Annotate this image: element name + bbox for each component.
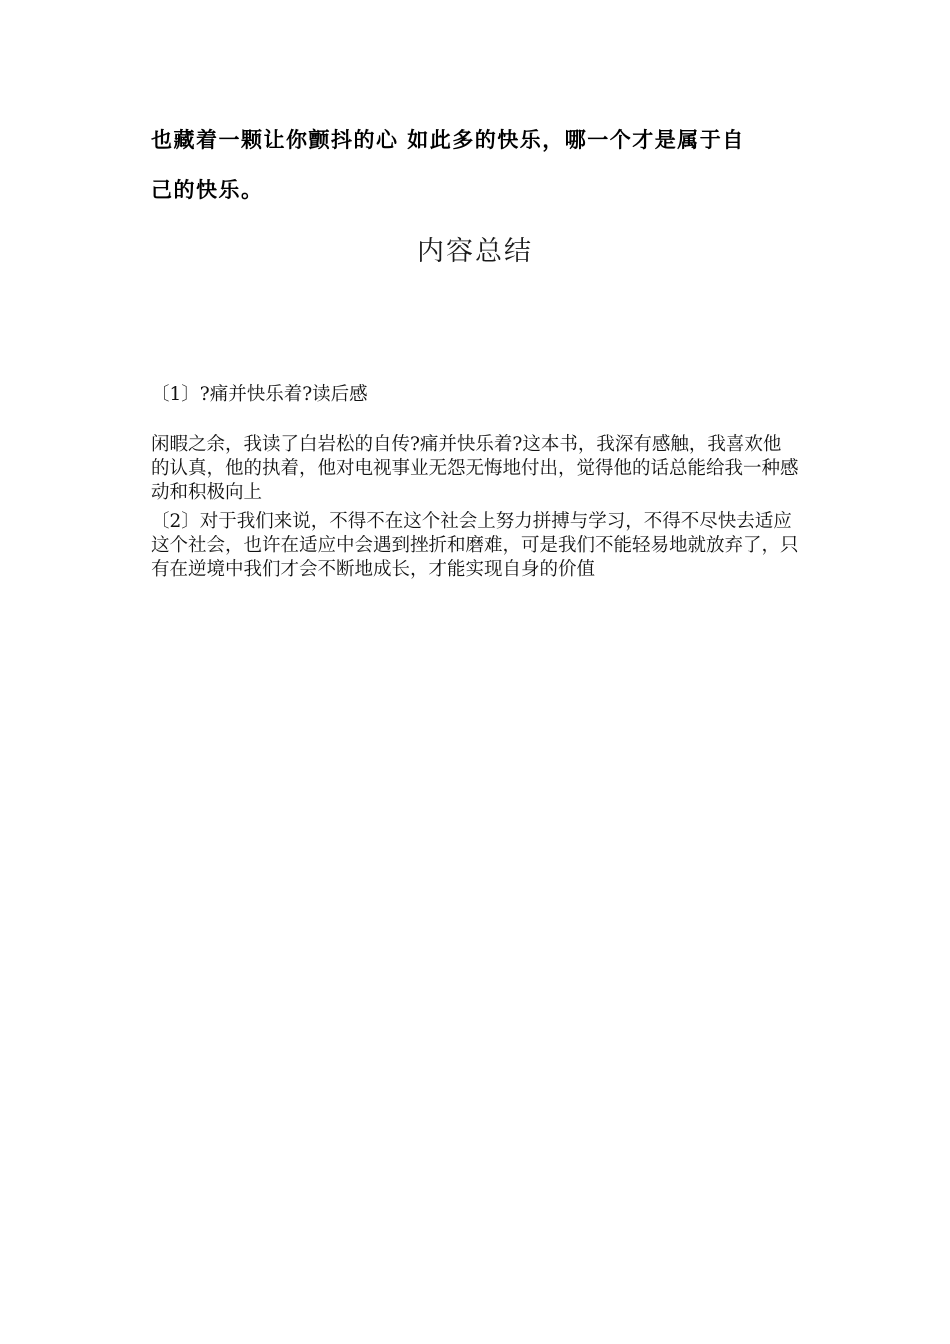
item-1-heading: 〔1〕?痛并快乐着?读后感	[151, 384, 368, 405]
section-title: 内容总结	[417, 236, 533, 267]
bold-text-line-1: 也藏着一颗让你颤抖的心 如此多的快乐，哪一个才是属于自	[151, 128, 745, 152]
paragraph-1: 闲暇之余，我读了白岩松的自传?痛并快乐着?这本书，我深有感触，我喜欢他的认真，他的执着，他对电视事业无怨无悔地付出，觉得他的话总能给我一种感动和积极向上	[151, 434, 799, 503]
paragraph-2: 〔2〕对于我们来说，不得不在这个社会上努力拼搏与学习，不得不尽快去适应这个社会，也许在适应中会遇到挫折和磨难，可是我们不能轻易地就放弃了，只有在逆境中我们才会不断地成长，才能实现自身的价值	[151, 511, 799, 580]
bold-text-line-2: 己的快乐。	[151, 178, 264, 202]
